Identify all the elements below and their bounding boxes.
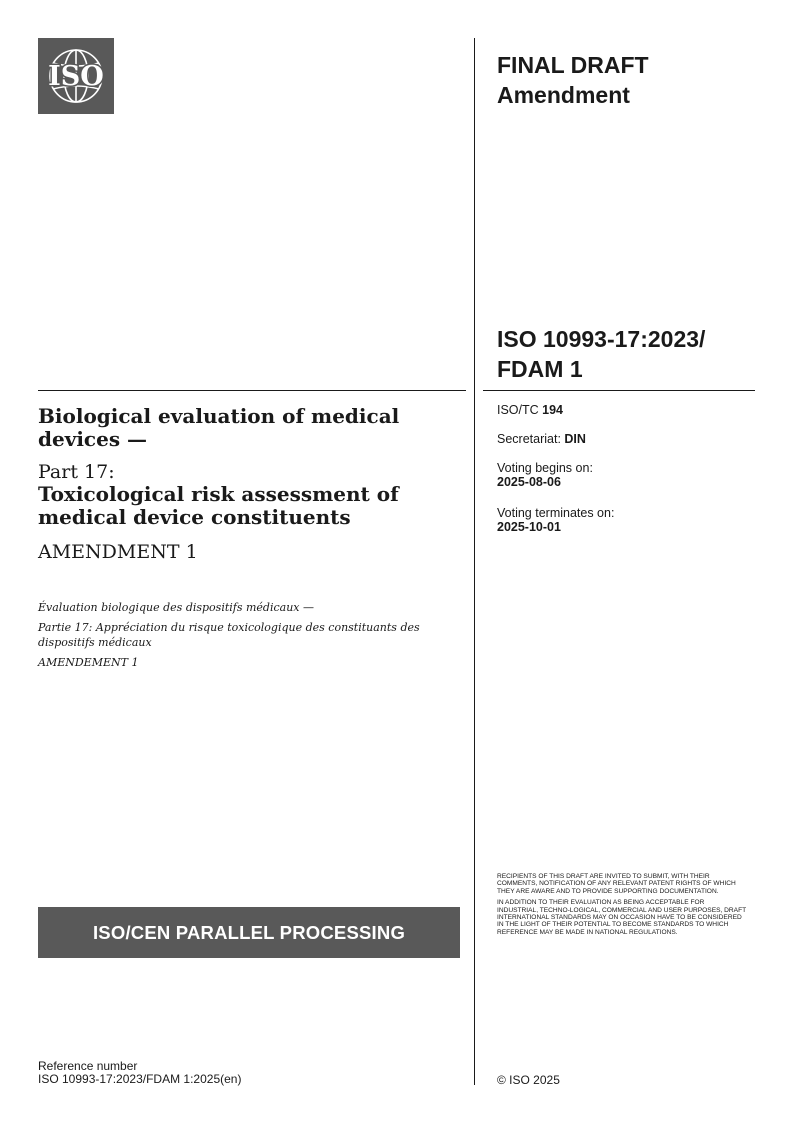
voting-terminates bbox=[497, 506, 614, 534]
tc-value: 194 bbox=[542, 403, 564, 417]
french-title-amendment: AMENDEMENT 1 bbox=[38, 656, 139, 669]
reference-number bbox=[38, 1060, 241, 1086]
title-subtitle: Toxicological risk assessment of medical device constituents bbox=[38, 482, 399, 529]
iso-logo bbox=[38, 38, 114, 114]
vertical-divider bbox=[474, 38, 475, 1085]
notice-paragraph-2: IN ADDITION TO THEIR EVALUATION AS BEING ACCEPTABLE FOR INDUSTRIAL, TECHNO-LOGICAL, COMMERCIAL AND USER PURPOSES, DRAFT INTERNATIONAL STANDARDS MAY ON OCCASION HAVE TO BE CONSIDERED IN THE LIGHT OF THEIR POTENTIAL TO BECOME STANDARDS TO WHICH REFERENCE MAY BE MADE IN NATIONAL REGULATIONS. bbox=[497, 899, 747, 936]
secretariat bbox=[497, 432, 586, 446]
voting-ends-value: 2025-10-01 bbox=[497, 520, 561, 534]
french-title bbox=[38, 600, 458, 670]
iso-globe-icon bbox=[38, 38, 114, 114]
document-title bbox=[38, 405, 458, 563]
reference-label: Reference number bbox=[38, 1059, 138, 1073]
title-part: Part 17: bbox=[38, 461, 115, 483]
title-main: Biological evaluation of medical devices — bbox=[38, 404, 400, 451]
standard-number-line2: FDAM 1 bbox=[497, 356, 583, 382]
voting-begins-label: Voting begins on: bbox=[497, 461, 593, 475]
draft-notice bbox=[497, 873, 747, 940]
french-title-main: Évaluation biologique des dispositifs médicaux — bbox=[38, 601, 314, 614]
technical-committee bbox=[497, 403, 563, 417]
tc-label: ISO/TC bbox=[497, 403, 539, 417]
copyright: © ISO 2025 bbox=[497, 1073, 560, 1087]
document-stage bbox=[497, 50, 649, 110]
french-title-part: Partie 17: Appréciation du risque toxicologique des constituants des dispositifs médicaux bbox=[38, 621, 420, 649]
voting-begins-value: 2025-08-06 bbox=[497, 475, 561, 489]
voting-ends-label: Voting terminates on: bbox=[497, 506, 615, 520]
notice-paragraph-1: RECIPIENTS OF THIS DRAFT ARE INVITED TO SUBMIT, WITH THEIR COMMENTS, NOTIFICATION OF ANY RELEVANT PATENT RIGHTS OF WHICH THEY ARE AWARE AND TO PROVIDE SUPPORTING DOCUMENTATION. bbox=[497, 873, 736, 895]
horizontal-divider-left bbox=[38, 390, 466, 391]
voting-begins bbox=[497, 461, 593, 489]
title-amendment: AMENDMENT 1 bbox=[38, 541, 198, 563]
doc-type-label: Amendment bbox=[497, 82, 630, 108]
standard-number-line1: ISO 10993-17:2023/ bbox=[497, 326, 706, 352]
secretariat-label: Secretariat: bbox=[497, 432, 561, 446]
doc-stage-label: FINAL DRAFT bbox=[497, 52, 649, 78]
reference-value: ISO 10993-17:2023/FDAM 1:2025(en) bbox=[38, 1072, 242, 1086]
standard-number bbox=[497, 324, 767, 384]
parallel-processing-banner: ISO/CEN PARALLEL PROCESSING bbox=[38, 907, 460, 958]
iso-logo-text: ISO bbox=[48, 61, 104, 92]
horizontal-divider-right bbox=[483, 390, 755, 391]
secretariat-value: DIN bbox=[564, 432, 586, 446]
